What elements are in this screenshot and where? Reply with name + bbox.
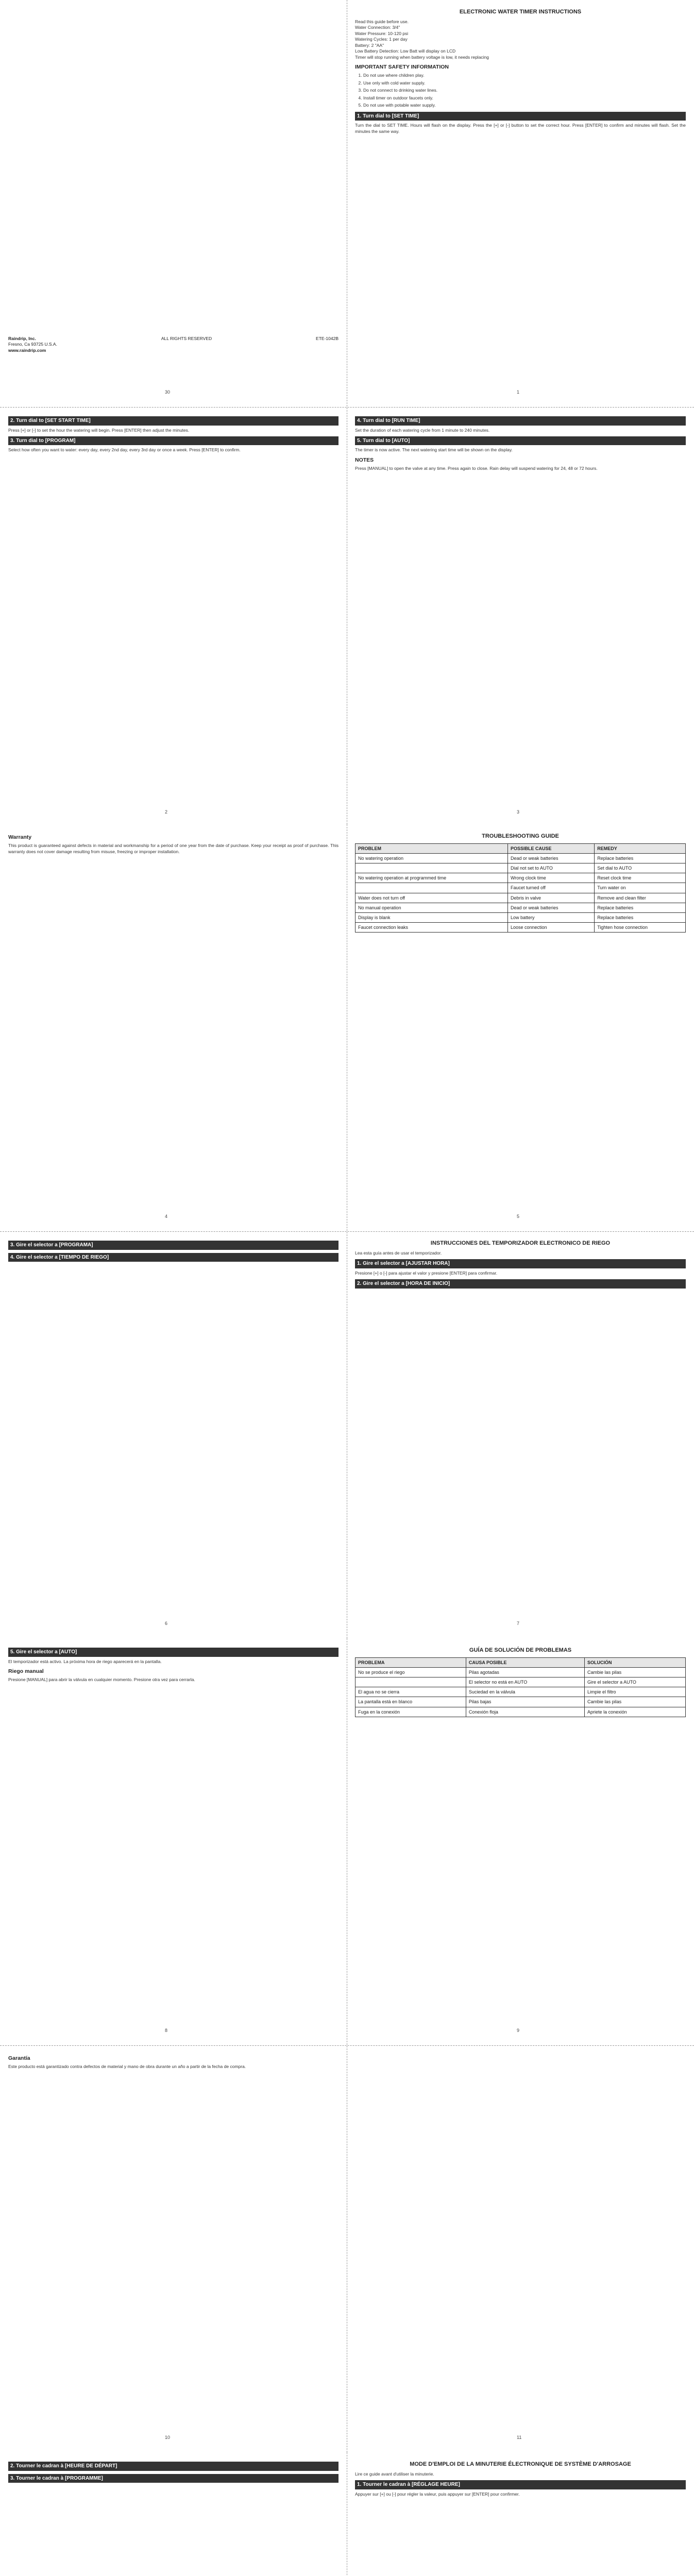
table-cell: Gire el selector a AUTO — [585, 1677, 686, 1687]
page-number: 6 — [165, 1621, 168, 1626]
table-row — [356, 903, 686, 912]
table-cell: No watering operation at programmed time — [356, 873, 508, 883]
table-cell: Replace batteries — [595, 912, 686, 922]
company-address: Raindrip, Inc. Fresno, Ca 93725 U.S.A. www.raindrip.com — [8, 336, 57, 353]
table-cell: Low battery — [507, 912, 594, 922]
warranty-heading: Warranty — [8, 834, 32, 840]
page-number: 5 — [517, 1214, 520, 1219]
manual-sheet-3 — [0, 1638, 694, 2452]
table-row — [356, 1667, 686, 1677]
page-number: 1 — [517, 389, 520, 395]
table-cell: Fuga en la conexión — [356, 1707, 466, 1717]
table-row — [356, 873, 686, 883]
safety-heading: IMPORTANT SAFETY INFORMATION — [355, 64, 449, 71]
manual-sheet-2 — [0, 824, 694, 1638]
table-cell: No manual operation — [356, 903, 508, 912]
table-cell: El agua no se cierra — [356, 1687, 466, 1697]
rights-notice: ALL RIGHTS RESERVED — [161, 336, 212, 341]
table-row — [356, 1687, 686, 1697]
french-intro-panel: MODE D'EMPLOI DE LA MINUTERIE ÉLECTRONIQUE DE SYSTÈME D'ARROSAGE Lire ce guide avant d'utiliser la minuterie. 1. Tourner le cadran à [RÉGLAGE HEURE] Appuyer sur [+] ou [-] pour régler la valeur, puis appuyer sur [ENTER] pour confirmer. — [347, 2452, 694, 2576]
part-number: ETE-1042B — [316, 336, 338, 341]
table-cell: Pilas bajas — [466, 1697, 584, 1707]
step-4-heading: 4. Turn dial to [RUN TIME] — [355, 416, 686, 426]
page-number: 2 — [165, 809, 168, 815]
intro-panel: ELECTRONIC WATER TIMER INSTRUCTIONS Read this guide before use. Water Connection: 3/4" Water Pressure: 10-120 psi Watering Cycles: 1 per day Battery: 2 "AA" Low Battery Detection: Low Batt will display on LCD Timer will stop running when battery voltage is low, it needs replacing IMPORTANT SAFETY INFORMATION 1. Do not use where children play. 2. Use only with cold water supply. 3. Do not connect to drinking water lines. 4. Install timer on outdoor faucets only. 5. Do not use with potable water supply. 1. Turn dial to [SET TIME] Turn the dial to SET TIME. Hours will flash on the display. Press the [+] or [-] button to set the correct hour. Press [ENTER] to confirm and minutes will flash. Set the minutes the same way. 1 — [347, 0, 694, 407]
table-cell: La pantalla está en blanco — [356, 1697, 466, 1707]
table-cell: Replace batteries — [595, 853, 686, 863]
table-cell: Remove and clean filter — [595, 893, 686, 903]
table-cell: Reset clock time — [595, 873, 686, 883]
spanish-troubleshooting-panel: GUÍA DE SOLUCIÓN DE PROBLEMAS PROBLEMA CAUSA POSIBLE SOLUCIÓN No se produce el riego Pilas agotadas Cambie las pilas El selector no está en AUTO Gire el selector a AUTO El agua no se cierra Suciedad en la válvula Limpie el filtro La pantalla está en blanco Pilas bajas Cambie las pilas Fuga en la conexión Conexión floja Apriete la conexión 9 — [347, 1638, 694, 2045]
table-cell: Cambie las pilas — [585, 1667, 686, 1677]
table-cell: Wrong clock time — [507, 873, 594, 883]
warranty-panel: Warranty This product is guaranteed against defects in material and workmanship for a period of one year from the date of purchase. Keep your receipt as proof of purchase. This warranty does not cover damage resulting from misuse, freezing or improper installation. 4 — [8, 834, 338, 1219]
notes-heading: NOTES — [355, 456, 374, 463]
table-row — [356, 1677, 686, 1687]
table-row — [356, 912, 686, 922]
table-cell: No watering operation — [356, 853, 508, 863]
table-cell: Limpie el filtro — [585, 1687, 686, 1697]
table-row — [356, 893, 686, 903]
table-cell: Apriete la conexión — [585, 1707, 686, 1717]
table-row — [356, 883, 686, 893]
table-cell: Water does not turn off — [356, 893, 508, 903]
table-cell: Dead or weak batteries — [507, 903, 594, 912]
table-row — [356, 1707, 686, 1717]
table-row — [356, 853, 686, 863]
table-cell: Turn water on — [595, 883, 686, 893]
table-cell: El selector no está en AUTO — [466, 1677, 584, 1687]
french-steps-panel: 2. Tourner le cadran à [HEURE DE DÉPART] 3. Tourner le cadran à [PROGRAMME] — [0, 2452, 347, 2576]
table-row — [356, 863, 686, 873]
step-2-heading: 2. Turn dial to [SET START TIME] — [8, 416, 338, 426]
troubleshooting-table: PROBLEM POSSIBLE CAUSE REMEDY No watering operation Dead or weak batteries Replace batteries Dial not set to AUTO Set dial to AUTO No watering operation at programmed time Wrong clock time Reset clock time Faucet turned off Turn water on Water does not turn off Debris in valve Remove and clean filter No manual operation Dead or weak batteries Replace batteries Display is blank Low battery Replace batteries Faucet connection leaks Loose connection Tighten hose connection — [355, 843, 686, 933]
troubleshooting-table: PROBLEMA CAUSA POSIBLE SOLUCIÓN No se produce el riego Pilas agotadas Cambie las pilas El selector no está en AUTO Gire el selector a AUTO El agua no se cierra Suciedad en la válvula Limpie el filtro La pantalla está en blanco Pilas bajas Cambie las pilas Fuga en la conexión Conexión floja Apriete la conexión — [355, 1657, 686, 1717]
page-number: 30 — [165, 389, 171, 395]
table-cell: Pilas agotadas — [466, 1667, 584, 1677]
table-cell: Tighten hose connection — [595, 922, 686, 932]
table-cell — [356, 1677, 466, 1687]
spanish-intro-panel: INSTRUCCIONES DEL TEMPORIZADOR ELECTRONICO DE RIEGO Lea esta guía antes de usar el temporizador. 1. Gire el selector a [AJUSTAR HORA] Presione [+] o [-] para ajustar el valor y presione [ENTER] para confirmar. 2. Gire el selector a [HORA DE INICIO] 7 — [347, 1231, 694, 1638]
spanish-steps-panel: 5. Gire el selector a [AUTO] El temporizador está activo. La próxima hora de riego aparecerá en la pantalla. Riego manual Presione [MANUAL] para abrir la válvula en cualquier momento. Presione otra vez para cerrarla. 8 — [0, 1638, 347, 2045]
table-cell: Replace batteries — [595, 903, 686, 912]
company-website: www.raindrip.com — [8, 347, 46, 353]
step-5-heading: 5. Turn dial to [AUTO] — [355, 436, 686, 446]
company-name: Raindrip, Inc. — [8, 336, 36, 341]
table-cell: Dial not set to AUTO — [507, 863, 594, 873]
table-cell: Loose connection — [507, 922, 594, 932]
step-3-heading: 3. Turn dial to [PROGRAM] — [8, 436, 338, 446]
table-cell: Faucet connection leaks — [356, 922, 508, 932]
table-cell: Faucet turned off — [507, 883, 594, 893]
spanish-steps-panel: 3. Gire el selector a [PROGRAMA] 4. Gire el selector a [TIEMPO DE RIEGO] 6 — [0, 1231, 347, 1638]
manual-sheet-1 — [0, 0, 694, 824]
table-cell: Set dial to AUTO — [595, 863, 686, 873]
step-1-heading: 1. Turn dial to [SET TIME] — [355, 112, 686, 121]
table-cell: Conexión floja — [466, 1707, 584, 1717]
steps-panel: 4. Turn dial to [RUN TIME] Set the duration of each watering cycle from 1 minute to 240 minutes. 5. Turn dial to [AUTO] The timer is now active. The next watering start time will be shown on the display. NOTES Press [MANUAL] to open the valve at any time. Press again to close. Rain delay will suspend watering for 24, 48 or 72 hours. 3 — [347, 407, 694, 824]
troubleshooting-panel — [347, 824, 694, 1231]
page-number: 7 — [517, 1621, 520, 1626]
page-number: 8 — [165, 2028, 168, 2033]
table-cell — [356, 863, 508, 873]
spanish-warranty-panel: Garantía Este producto está garantizado contra defectos de material y mano de obra durante un año a partir de la fecha de compra. 10 — [8, 2055, 246, 2440]
french-title: MODE D'EMPLOI DE LA MINUTERIE ÉLECTRONIQUE DE SYSTÈME D'ARROSAGE — [410, 2461, 631, 2467]
page-number: 9 — [517, 2028, 520, 2033]
page-number: 10 — [165, 2435, 171, 2440]
manual-sheet-4 — [0, 2452, 694, 2576]
table-cell: Dead or weak batteries — [507, 853, 594, 863]
page-number: 11 — [517, 2435, 522, 2440]
table-cell: Debris in valve — [507, 893, 594, 903]
page-number: 4 — [165, 1214, 168, 1219]
page-number: 3 — [517, 809, 520, 815]
steps-panel: 2. Turn dial to [SET START TIME] Press [+] or [-] to set the hour the watering will begin. Press [ENTER] then adjust the minutes. 3. Turn dial to [PROGRAM] Select how often you want to water: every day, every 2nd day, every 3rd day or once a week. Press [ENTER] to confirm. 2 — [0, 407, 347, 824]
safety-list: 1. Do not use where children play. 2. Use only with cold water supply. 3. Do not connect to drinking water lines. 4. Install timer on outdoor faucets only. 5. Do not use with potable water supply. — [355, 73, 686, 108]
table-cell: Suciedad en la válvula — [466, 1687, 584, 1697]
table-row — [356, 1697, 686, 1707]
manual-title: ELECTRONIC WATER TIMER INSTRUCTIONS — [459, 9, 582, 15]
back-cover-panel — [0, 0, 347, 407]
table-cell: No se produce el riego — [356, 1667, 466, 1677]
table-cell: Display is blank — [356, 912, 508, 922]
table-cell: Cambie las pilas — [585, 1697, 686, 1707]
table-cell — [356, 883, 508, 893]
blank-panel — [347, 2045, 694, 2452]
spanish-title: INSTRUCCIONES DEL TEMPORIZADOR ELECTRONICO DE RIEGO — [430, 1240, 611, 1246]
table-row — [356, 922, 686, 932]
troubleshooting-heading: TROUBLESHOOTING GUIDE — [482, 833, 559, 839]
